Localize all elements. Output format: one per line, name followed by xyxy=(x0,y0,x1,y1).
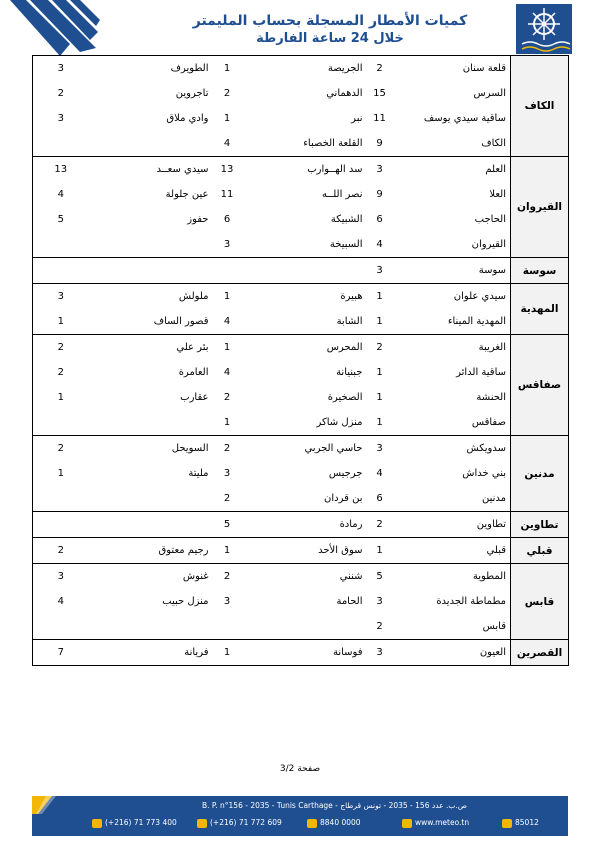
table-row xyxy=(33,284,569,310)
table-row xyxy=(33,640,569,666)
rain-value xyxy=(33,131,89,157)
governorate-name: الكاف xyxy=(511,56,569,157)
rain-value: 11 xyxy=(220,189,234,200)
station-name: رمادة xyxy=(242,512,367,538)
governorate-name: القصرين xyxy=(511,640,569,666)
rain-value: 2 xyxy=(367,56,393,82)
station-name: قلعة سنان xyxy=(393,56,511,82)
station-name: فريانة xyxy=(89,640,213,666)
rain-value xyxy=(33,614,89,640)
governorate-name: قابس xyxy=(511,564,569,640)
station-name xyxy=(242,258,367,284)
station-name: تطاوين xyxy=(393,512,511,538)
footer-address: B. P. n°156 - 2035 - Tunis Carthage - ص.ب. عدد 156 - 2035 - تونس قرطاج xyxy=(202,801,467,810)
governorate-name: قبلي xyxy=(511,538,569,564)
rain-value: 3 xyxy=(367,157,393,183)
station-name: منزل حبيب xyxy=(162,596,209,607)
station-name: سد الهــوارب xyxy=(242,157,367,183)
rain-value: 1 xyxy=(367,284,393,310)
rain-value: 7 xyxy=(33,640,89,666)
station-name: حاسي الجربي xyxy=(242,436,367,462)
rain-value xyxy=(213,614,242,640)
table-row xyxy=(33,486,569,512)
station-name: سوق الأحد xyxy=(242,538,367,564)
rain-value: 9 xyxy=(376,138,383,149)
rain-value: 1 xyxy=(376,417,383,428)
station-name: منزل شاكر xyxy=(316,417,363,428)
table-row xyxy=(33,436,569,462)
rain-value: 1 xyxy=(367,538,393,564)
station-name: قابس xyxy=(482,621,506,632)
rain-value: 6 xyxy=(376,214,383,225)
rain-value: 1 xyxy=(33,309,89,335)
station-name xyxy=(89,410,213,436)
station-name: نبر xyxy=(351,113,363,124)
table-row xyxy=(33,131,569,157)
rain-value: 2 xyxy=(33,360,89,385)
rain-value: 2 xyxy=(33,81,89,106)
rain-value: 4 xyxy=(33,589,89,614)
rain-value: 3 xyxy=(367,436,393,462)
title-line-1: كميات الأمطار المسجلة بحساب المليمتر xyxy=(192,13,468,29)
governorate-name: القيروان xyxy=(511,157,569,258)
station-name: قصور الساف xyxy=(153,316,209,327)
rainfall-table xyxy=(32,55,569,666)
table-row xyxy=(33,157,569,183)
station-name: العلم xyxy=(393,157,511,183)
rain-value: 2 xyxy=(213,436,242,462)
station-name xyxy=(89,614,213,640)
table-row xyxy=(33,589,569,614)
table-row xyxy=(33,360,569,385)
sms-icon xyxy=(502,819,512,828)
station-name: المهدية الميناء xyxy=(447,316,506,327)
station-name: المحرس xyxy=(242,335,367,361)
station-name xyxy=(89,486,213,512)
sms-number: 85012 xyxy=(515,818,539,827)
decorative-stripes xyxy=(0,0,110,60)
table-row xyxy=(33,461,569,486)
table-row xyxy=(33,564,569,590)
table-row xyxy=(33,182,569,207)
footer-website[interactable] xyxy=(402,818,469,828)
green-number: 8840 0000 xyxy=(320,818,361,827)
governorate-name: تطاوين xyxy=(511,512,569,538)
station-name xyxy=(89,232,213,258)
station-name: بن قردان xyxy=(324,493,363,504)
station-name: تاجروين xyxy=(175,88,209,99)
rain-value: 2 xyxy=(33,436,89,462)
green-number-icon xyxy=(307,819,317,828)
page-number: صفحة 3/2 xyxy=(279,764,321,774)
table-row xyxy=(33,258,569,284)
station-name: السويحل xyxy=(89,436,213,462)
station-name xyxy=(89,131,213,157)
table-row xyxy=(33,232,569,258)
station-name: السبيخة xyxy=(329,239,363,250)
rain-value: 3 xyxy=(223,239,231,250)
station-name: بني خداش xyxy=(462,468,506,479)
station-name: فوسانة xyxy=(242,640,367,666)
station-name: القيروان xyxy=(471,239,506,250)
rain-value: 2 xyxy=(367,335,393,361)
footer-sms xyxy=(502,818,539,828)
rain-value xyxy=(33,258,89,284)
fax-number: (+216) 71 772 609 xyxy=(210,818,282,827)
rain-value: 2 xyxy=(33,335,89,361)
rain-value: 3 xyxy=(33,284,89,310)
station-name: ساقية سيدي يوسف xyxy=(423,113,506,124)
station-name: الحامة xyxy=(336,596,363,607)
station-name: سدويكش xyxy=(393,436,511,462)
footer-green-number xyxy=(307,818,361,828)
table-row xyxy=(33,335,569,361)
rain-value: 4 xyxy=(33,182,89,207)
rain-value xyxy=(33,232,89,258)
rain-value: 4 xyxy=(223,138,231,149)
station-name: مدنين xyxy=(481,493,506,504)
table-row xyxy=(33,512,569,538)
station-name: جرجيس xyxy=(328,468,363,479)
rain-value: 4 xyxy=(376,468,383,479)
table-row xyxy=(33,56,569,82)
station-name: هبيرة xyxy=(242,284,367,310)
governorate-name: المهدية xyxy=(511,284,569,335)
station-name: رجيم معتوق xyxy=(89,538,213,564)
station-name: جبنيانة xyxy=(336,367,363,378)
rain-value: 2 xyxy=(223,88,231,99)
rain-value: 4 xyxy=(223,316,231,327)
rain-value: 3 xyxy=(33,56,89,82)
rain-value xyxy=(33,486,89,512)
rain-value: 1 xyxy=(213,335,242,361)
rain-value: 3 xyxy=(376,596,383,607)
station-name: الحنشة xyxy=(476,392,506,403)
document-title xyxy=(180,12,480,47)
rain-value: 2 xyxy=(367,512,393,538)
table-row xyxy=(33,538,569,564)
title-line-2: خلال 24 ساعة الفارطة xyxy=(256,31,404,46)
rain-value xyxy=(33,512,89,538)
rain-value: 2 xyxy=(223,392,231,403)
rain-value: 1 xyxy=(33,461,89,486)
station-name: الشابة xyxy=(336,316,363,327)
rain-value: 6 xyxy=(223,214,231,225)
rain-value: 3 xyxy=(223,468,231,479)
station-name xyxy=(89,512,213,538)
station-name: نصر اللــه xyxy=(321,189,363,200)
governorate-name: سوسة xyxy=(511,258,569,284)
station-name: القلعة الخصباء xyxy=(303,138,363,149)
rain-value: 1 xyxy=(213,284,242,310)
rain-value: 9 xyxy=(376,189,383,200)
fax-icon xyxy=(197,819,207,828)
station-name: الدهماني xyxy=(326,88,363,99)
station-name xyxy=(242,614,367,640)
station-name: المطوية xyxy=(393,564,511,590)
station-name: سوسة xyxy=(393,258,511,284)
station-name: مطماطة الجديدة xyxy=(436,596,506,607)
station-name: سيدي سعــد xyxy=(89,157,213,183)
station-name: مليتة xyxy=(188,468,209,479)
station-name: ساقية الدائر xyxy=(456,367,506,378)
rain-value: 1 xyxy=(376,316,383,327)
rain-value: 1 xyxy=(223,417,231,428)
rain-value: 5 xyxy=(33,207,89,232)
station-name: الغريبة xyxy=(393,335,511,361)
governorate-name: مدنين xyxy=(511,436,569,512)
station-name: الطويرف xyxy=(89,56,213,82)
rain-value: 6 xyxy=(376,493,383,504)
rain-value: 15 xyxy=(373,88,386,99)
rain-value: 4 xyxy=(376,239,383,250)
rain-value: 5 xyxy=(367,564,393,590)
station-name: العامرة xyxy=(178,367,209,378)
station-name: العلا xyxy=(489,189,506,200)
rain-value: 1 xyxy=(213,640,242,666)
rain-value: 5 xyxy=(213,512,242,538)
station-name: حفوز xyxy=(187,214,209,225)
table-row xyxy=(33,81,569,106)
rain-value: 1 xyxy=(33,385,89,410)
rain-value: 2 xyxy=(33,538,89,564)
station-name: عين جلولة xyxy=(165,189,209,200)
rain-value: 13 xyxy=(33,157,89,183)
rain-value: 1 xyxy=(213,56,242,82)
rain-value xyxy=(33,410,89,436)
rain-value: 2 xyxy=(376,621,383,632)
rain-value: 13 xyxy=(213,157,242,183)
rain-value: 2 xyxy=(213,564,242,590)
station-name: سيدي علوان xyxy=(393,284,511,310)
station-name: عقارب xyxy=(180,392,209,403)
table-row xyxy=(33,385,569,410)
station-name: وادي ملاق xyxy=(166,113,209,124)
station-name: السرس xyxy=(473,88,506,99)
station-name: صفاقس xyxy=(471,417,506,428)
station-name: الكاف xyxy=(481,138,506,149)
rain-value: 4 xyxy=(223,367,231,378)
rain-value: 2 xyxy=(223,493,231,504)
table-row xyxy=(33,614,569,640)
phone-icon xyxy=(92,819,102,828)
phone-number: (+216) 71 773 400 xyxy=(105,818,177,827)
station-name: الحاجب xyxy=(474,214,506,225)
rain-value: 1 xyxy=(376,367,383,378)
rain-value: 3 xyxy=(367,640,393,666)
station-name: الشبيكة xyxy=(330,214,363,225)
rain-value: 1 xyxy=(376,392,383,403)
footer-band xyxy=(32,796,568,836)
rain-value: 11 xyxy=(373,113,386,124)
station-name: قبلي xyxy=(393,538,511,564)
table-row xyxy=(33,309,569,335)
footer-fax xyxy=(197,818,282,828)
governorate-name: صفاقس xyxy=(511,335,569,436)
rain-value: 3 xyxy=(367,258,393,284)
table-row xyxy=(33,106,569,131)
station-name: شنني xyxy=(242,564,367,590)
web-icon xyxy=(402,819,412,828)
table-row xyxy=(33,410,569,436)
footer-phone xyxy=(92,818,177,828)
station-name: العيون xyxy=(393,640,511,666)
rain-value: 3 xyxy=(223,596,231,607)
table-row xyxy=(33,207,569,232)
station-name xyxy=(89,258,213,284)
station-name: ملولش xyxy=(89,284,213,310)
website-link[interactable]: www.meteo.tn xyxy=(415,818,470,827)
rain-value: 3 xyxy=(33,564,89,590)
rain-value xyxy=(213,258,242,284)
institute-logo xyxy=(516,4,572,54)
station-name: الصخيرة xyxy=(327,392,363,403)
rain-value: 3 xyxy=(33,106,89,131)
station-name: الجريصة xyxy=(242,56,367,82)
station-name: بئر علي xyxy=(89,335,213,361)
station-name: غنوش xyxy=(89,564,213,590)
rain-value: 1 xyxy=(213,538,242,564)
rain-value: 1 xyxy=(223,113,231,124)
